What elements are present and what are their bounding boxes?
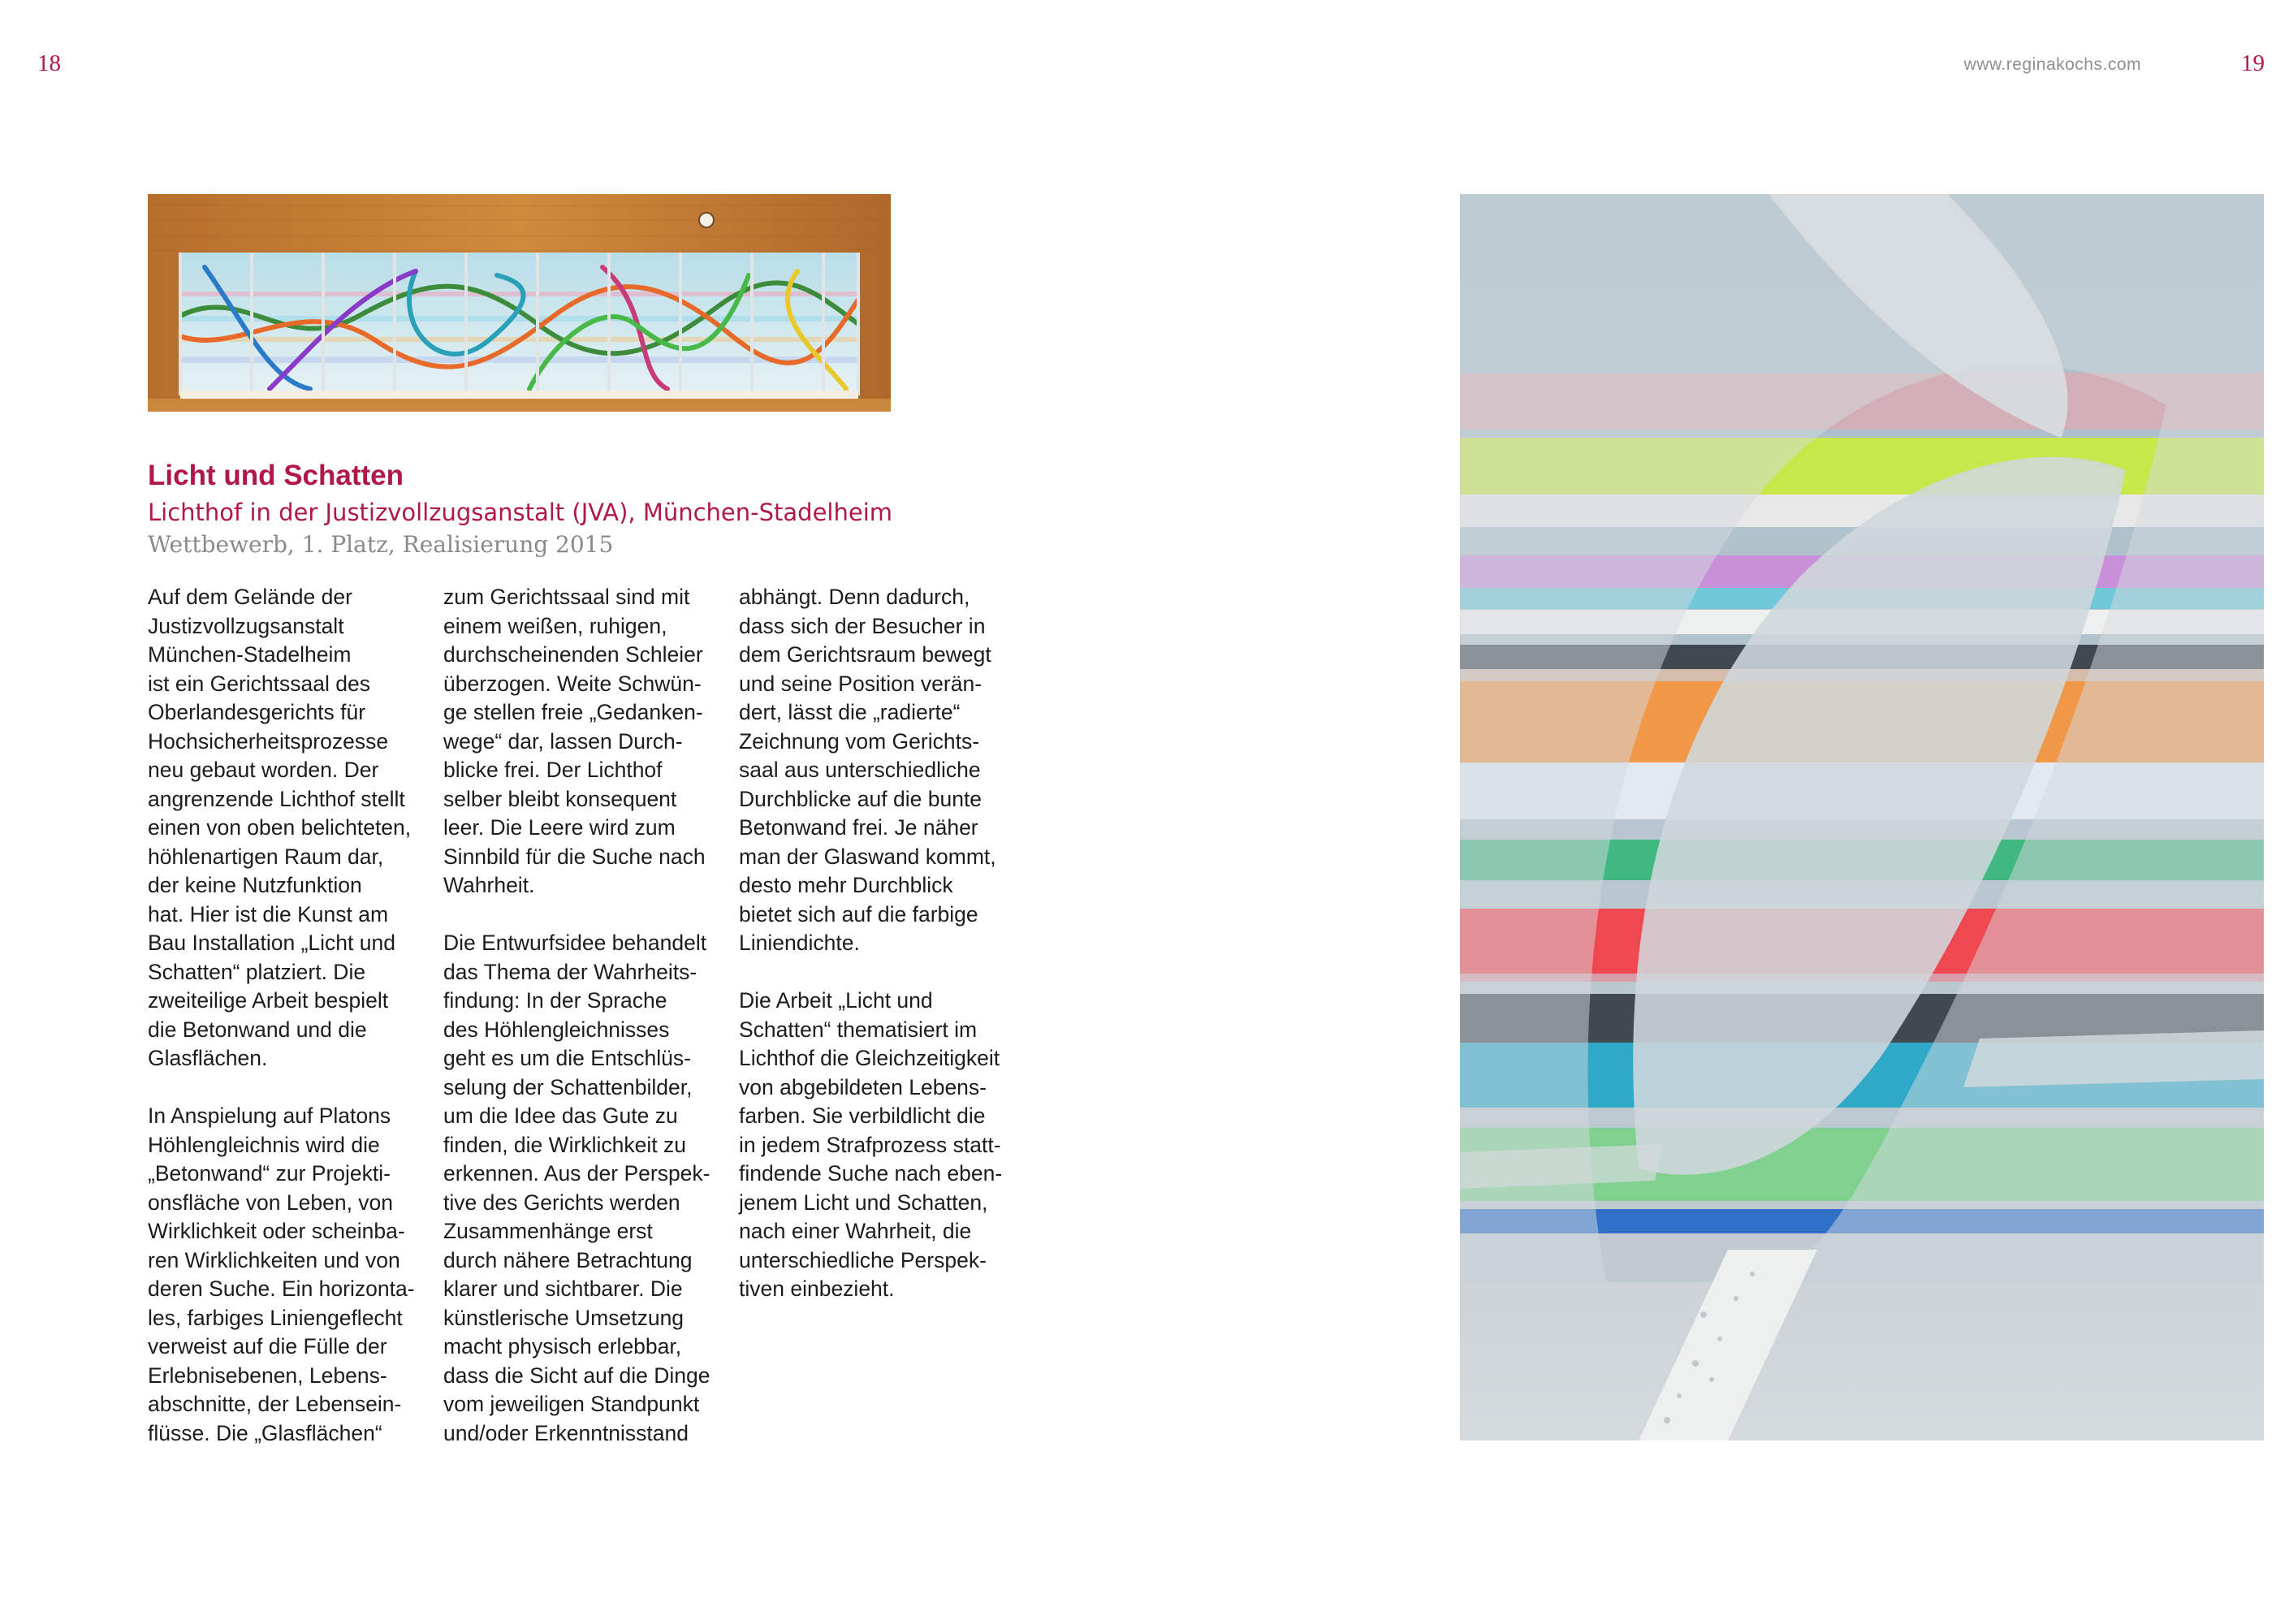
text-line: und seine Position verän- bbox=[739, 671, 983, 696]
text-line: selung der Schattenbilder, bbox=[443, 1074, 693, 1099]
text-line: les, farbiges Liniengeflecht bbox=[148, 1305, 403, 1330]
text-line: die Betonwand und die bbox=[148, 1017, 367, 1042]
website-url[interactable]: www.reginakochs.com bbox=[1963, 55, 2141, 74]
text-line: abschnitte, der Lebensein- bbox=[148, 1392, 402, 1416]
text-line: zweiteilige Arbeit bespielt bbox=[148, 988, 389, 1013]
text-line: Justizvollzugsanstalt bbox=[148, 613, 344, 638]
text-line: Höhlengleichnis wird die bbox=[148, 1132, 380, 1157]
text-line: dert, lässt die „radierte“ bbox=[739, 700, 961, 724]
text-line: überzogen. Weite Schwün- bbox=[443, 671, 702, 696]
text-line: einen von oben belichteten, bbox=[148, 815, 412, 840]
courtroom-wall-photo bbox=[148, 194, 891, 412]
text-line: höhlenartigen Raum dar, bbox=[148, 844, 384, 869]
text-line: deren Suche. Ein horizonta- bbox=[148, 1276, 415, 1301]
text-line: verweist auf die Fülle der bbox=[148, 1334, 387, 1358]
text-line: Sinnbild für die Suche nach bbox=[443, 844, 706, 869]
text-line: Die Entwurfsidee behandelt bbox=[443, 931, 707, 955]
text-line: Die Arbeit „Licht und bbox=[739, 988, 933, 1013]
text-line: In Anspielung auf Platons bbox=[148, 1104, 391, 1128]
text-line: unterschiedliche Perspek- bbox=[739, 1247, 987, 1272]
text-line: saal aus unterschiedliche bbox=[739, 758, 981, 782]
text-line: Wirklichkeit oder scheinba- bbox=[148, 1219, 405, 1243]
text-line: Zusammenhänge erst bbox=[443, 1219, 653, 1243]
text-line: selber bleibt konsequent bbox=[443, 786, 677, 811]
text-line: dass die Sicht auf die Dinge bbox=[443, 1363, 710, 1388]
text-line: finden, die Wirklichkeit zu bbox=[443, 1132, 686, 1157]
text-line: und/oder Erkenntnisstand bbox=[443, 1420, 689, 1445]
text-line: Bau Installation „Licht und bbox=[148, 931, 395, 955]
text-line: des Höhlengleichnisses bbox=[443, 1017, 670, 1042]
text-line: Auf dem Gelände der bbox=[148, 585, 352, 609]
text-line bbox=[443, 901, 719, 930]
text-line: tive des Gerichts werden bbox=[443, 1190, 680, 1215]
text-line: abhängt. Denn dadurch, bbox=[739, 585, 970, 609]
text-line bbox=[148, 1073, 424, 1103]
article-meta: Wettbewerb, 1. Platz, Realisierung 2015 bbox=[148, 531, 614, 558]
text-line: blicke frei. Der Lichthof bbox=[443, 758, 663, 782]
text-line: nach einer Wahrheit, die bbox=[739, 1219, 972, 1243]
text-line: Wahrheit. bbox=[443, 873, 535, 897]
text-line: jenem Licht und Schatten, bbox=[739, 1190, 988, 1215]
text-line: wege“ dar, lassen Durch- bbox=[443, 728, 683, 754]
text-line: man der Glaswand kommt, bbox=[739, 844, 996, 869]
text-line: geht es um die Entschlüs- bbox=[443, 1046, 691, 1070]
text-line: ist ein Gerichtssaal des bbox=[148, 671, 370, 696]
page-number-left: 18 bbox=[37, 50, 61, 76]
text-line: macht physisch erlebbar, bbox=[443, 1334, 682, 1358]
text-line: farben. Sie verbildlicht die bbox=[739, 1104, 986, 1128]
text-column-2 bbox=[443, 583, 719, 1448]
text-column-1 bbox=[148, 583, 424, 1448]
text-line: desto mehr Durchblick bbox=[739, 873, 953, 897]
text-line: das Thema der Wahrheits- bbox=[443, 959, 697, 984]
text-line: flüsse. Die „Glasflächen“ bbox=[148, 1420, 382, 1445]
text-line: einem weißen, ruhigen, bbox=[443, 613, 667, 638]
text-line: durch nähere Betrachtung bbox=[443, 1247, 693, 1272]
text-line: tiven einbezieht. bbox=[739, 1276, 895, 1301]
text-line: findende Suche nach eben- bbox=[739, 1161, 1003, 1186]
text-line: von abgebildeten Lebens- bbox=[739, 1074, 987, 1099]
text-line: neu gebaut worden. Der bbox=[148, 758, 379, 782]
text-line: „Betonwand“ zur Projekti- bbox=[148, 1161, 391, 1186]
text-line: Oberlandesgerichts für bbox=[148, 700, 366, 724]
text-line: künstlerische Umsetzung bbox=[443, 1305, 685, 1330]
text-line: erkennen. Aus der Perspek- bbox=[443, 1161, 710, 1186]
text-line: Lichthof die Gleichzeitigkeit bbox=[739, 1046, 1000, 1070]
text-line: vom jeweiligen Standpunkt bbox=[443, 1392, 700, 1416]
text-column-3 bbox=[739, 583, 1015, 1304]
text-line: zum Gerichtssaal sind mit bbox=[443, 585, 690, 609]
page-number-right: 19 bbox=[2241, 50, 2265, 76]
text-line: onsfläche von Leben, von bbox=[148, 1190, 394, 1215]
text-line: Liniendichte. bbox=[739, 931, 860, 955]
text-line: ge stellen freie „Gedanken- bbox=[443, 700, 703, 724]
article-subtitle: Lichthof in der Justizvollzugsanstalt (JVA), München-Stadelheim bbox=[148, 499, 892, 526]
text-line: dem Gerichtsraum bewegt bbox=[739, 642, 991, 667]
text-line: findung: In der Sprache bbox=[443, 988, 667, 1013]
text-line: hat. Hier ist die Kunst am bbox=[148, 901, 389, 926]
text-line: angrenzende Lichthof stellt bbox=[148, 786, 405, 811]
text-line: Glasflächen. bbox=[148, 1046, 268, 1070]
text-line: in jedem Strafprozess statt- bbox=[739, 1132, 1001, 1157]
text-line: bietet sich auf die farbige bbox=[739, 901, 978, 926]
text-line bbox=[739, 958, 1015, 987]
text-line: Durchblicke auf die bunte bbox=[739, 786, 983, 811]
glass-installation-photo bbox=[1460, 194, 2264, 1440]
article-title: Licht und Schatten bbox=[148, 460, 404, 491]
text-line: Schatten“ thematisiert im bbox=[739, 1017, 978, 1042]
text-line: ren Wirklichkeiten und von bbox=[148, 1247, 400, 1272]
text-line: Schatten“ platziert. Die bbox=[148, 959, 366, 984]
text-line: klarer und sichtbarer. Die bbox=[443, 1276, 683, 1301]
text-line: der keine Nutzfunktion bbox=[148, 873, 362, 897]
text-line: leer. Die Leere wird zum bbox=[443, 815, 676, 840]
text-line: durchscheinenden Schleier bbox=[443, 642, 703, 667]
text-line: Erlebnisebenen, Lebens- bbox=[148, 1363, 387, 1388]
text-line: dass sich der Besucher in bbox=[739, 613, 986, 638]
text-line: Zeichnung vom Gerichts- bbox=[739, 728, 980, 754]
text-line: Betonwand frei. Je näher bbox=[739, 815, 978, 840]
text-line: um die Idee das Gute zu bbox=[443, 1104, 678, 1128]
text-line: München-Stadelheim bbox=[148, 642, 352, 667]
text-line: Hochsicherheitsprozesse bbox=[148, 728, 389, 754]
